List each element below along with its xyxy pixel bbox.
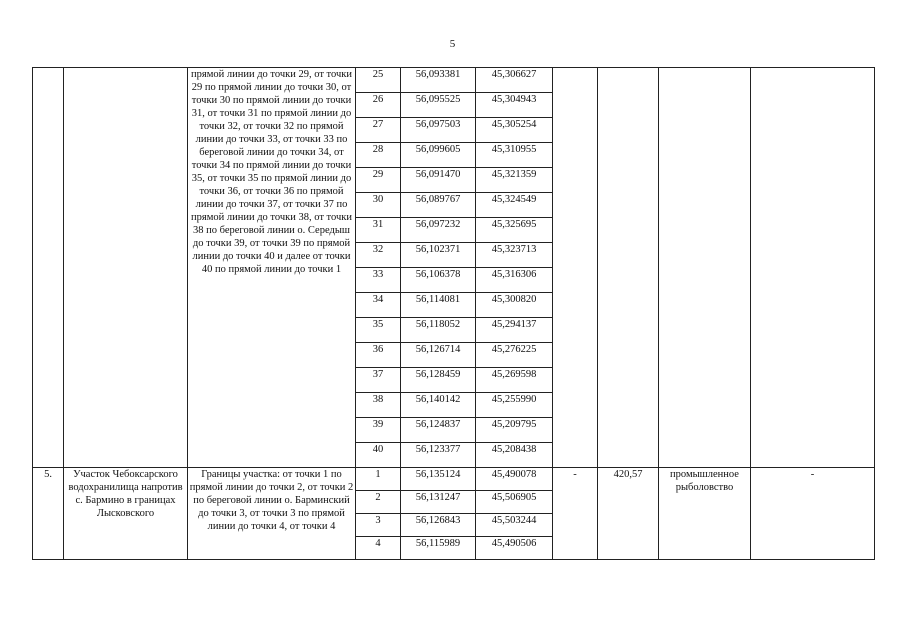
latitude-cell: 56,091470 xyxy=(401,168,476,193)
longitude-cell: 45,269598 xyxy=(476,368,553,393)
area-size-cell: 420,57 xyxy=(598,468,659,560)
area-name-cell: Участок Чебоксарского водохранилища напротив с. Бармино в границах Лысковского xyxy=(64,468,188,560)
longitude-cell: 45,208438 xyxy=(476,443,553,468)
table-row xyxy=(33,468,875,491)
longitude-cell: 45,304943 xyxy=(476,93,553,118)
latitude-cell: 56,126714 xyxy=(401,343,476,368)
note-cell: - xyxy=(751,468,875,560)
table-body xyxy=(33,68,875,560)
row-index-cell xyxy=(33,68,64,468)
longitude-cell: 45,316306 xyxy=(476,268,553,293)
latitude-cell: 56,131247 xyxy=(401,491,476,514)
point-number-cell: 40 xyxy=(356,443,401,468)
purpose-cell: промышленное рыболовство xyxy=(659,468,751,560)
longitude-cell: 45,306627 xyxy=(476,68,553,93)
point-number-cell: 34 xyxy=(356,293,401,318)
column-a-cell xyxy=(553,68,598,468)
latitude-cell: 56,095525 xyxy=(401,93,476,118)
point-number-cell: 27 xyxy=(356,118,401,143)
row-index-cell: 5. xyxy=(33,468,64,560)
longitude-cell: 45,255990 xyxy=(476,393,553,418)
longitude-cell: 45,490506 xyxy=(476,537,553,560)
point-number-cell: 36 xyxy=(356,343,401,368)
longitude-cell: 45,321359 xyxy=(476,168,553,193)
latitude-cell: 56,102371 xyxy=(401,243,476,268)
point-number-cell: 33 xyxy=(356,268,401,293)
latitude-cell: 56,124837 xyxy=(401,418,476,443)
longitude-cell: 45,490078 xyxy=(476,468,553,491)
longitude-cell: 45,325695 xyxy=(476,218,553,243)
point-number-cell: 26 xyxy=(356,93,401,118)
purpose-cell xyxy=(659,68,751,468)
latitude-cell: 56,097232 xyxy=(401,218,476,243)
fishing-areas-table xyxy=(32,67,875,560)
point-number-cell: 1 xyxy=(356,468,401,491)
latitude-cell: 56,114081 xyxy=(401,293,476,318)
longitude-cell: 45,300820 xyxy=(476,293,553,318)
point-number-cell: 3 xyxy=(356,514,401,537)
longitude-cell: 45,294137 xyxy=(476,318,553,343)
table-row xyxy=(33,68,875,93)
point-number-cell: 2 xyxy=(356,491,401,514)
latitude-cell: 56,140142 xyxy=(401,393,476,418)
point-number-cell: 32 xyxy=(356,243,401,268)
point-number-cell: 37 xyxy=(356,368,401,393)
latitude-cell: 56,135124 xyxy=(401,468,476,491)
latitude-cell: 56,099605 xyxy=(401,143,476,168)
point-number-cell: 29 xyxy=(356,168,401,193)
boundary-description-cell: прямой линии до точки 29, от точки 29 по прямой линии до точки 30, от точки 30 по прямой линии до точки 31, от точки 31 по прямой линии до точки 32, от точки 32 по прямой линии до точки 33, от точки 33 по береговой линии до точки 34, от точки 34 по прямой линии до точки 35, от точки 35 по прямой линии до точки 36, от точки 36 по прямой линии до точки 37, от точки 37 по прямой линии до точки 38, от точки 38 по береговой линии о. Середыш до точки 39, от точки 39 по прямой линии до точки 40 и далее от точки 40 по прямой линии до точки 1 xyxy=(188,68,356,468)
area-name-cell xyxy=(64,68,188,468)
latitude-cell: 56,123377 xyxy=(401,443,476,468)
point-number-cell: 25 xyxy=(356,68,401,93)
longitude-cell: 45,276225 xyxy=(476,343,553,368)
column-a-cell: - xyxy=(553,468,598,560)
point-number-cell: 4 xyxy=(356,537,401,560)
longitude-cell: 45,310955 xyxy=(476,143,553,168)
point-number-cell: 35 xyxy=(356,318,401,343)
page-number: 5 xyxy=(449,38,456,50)
latitude-cell: 56,106378 xyxy=(401,268,476,293)
point-number-cell: 39 xyxy=(356,418,401,443)
latitude-cell: 56,115989 xyxy=(401,537,476,560)
longitude-cell: 45,324549 xyxy=(476,193,553,218)
longitude-cell: 45,323713 xyxy=(476,243,553,268)
boundary-description-cell: Границы участка: от точки 1 по прямой линии до точки 2, от точки 2 по береговой линии о. Барминский до точки 3, от точки 3 по прямой линии до точки 4, от точки 4 xyxy=(188,468,356,560)
latitude-cell: 56,097503 xyxy=(401,118,476,143)
latitude-cell: 56,093381 xyxy=(401,68,476,93)
point-number-cell: 30 xyxy=(356,193,401,218)
longitude-cell: 45,503244 xyxy=(476,514,553,537)
longitude-cell: 45,305254 xyxy=(476,118,553,143)
latitude-cell: 56,118052 xyxy=(401,318,476,343)
latitude-cell: 56,128459 xyxy=(401,368,476,393)
longitude-cell: 45,506905 xyxy=(476,491,553,514)
latitude-cell: 56,089767 xyxy=(401,193,476,218)
latitude-cell: 56,126843 xyxy=(401,514,476,537)
point-number-cell: 38 xyxy=(356,393,401,418)
note-cell xyxy=(751,68,875,468)
point-number-cell: 28 xyxy=(356,143,401,168)
area-size-cell xyxy=(598,68,659,468)
point-number-cell: 31 xyxy=(356,218,401,243)
longitude-cell: 45,209795 xyxy=(476,418,553,443)
